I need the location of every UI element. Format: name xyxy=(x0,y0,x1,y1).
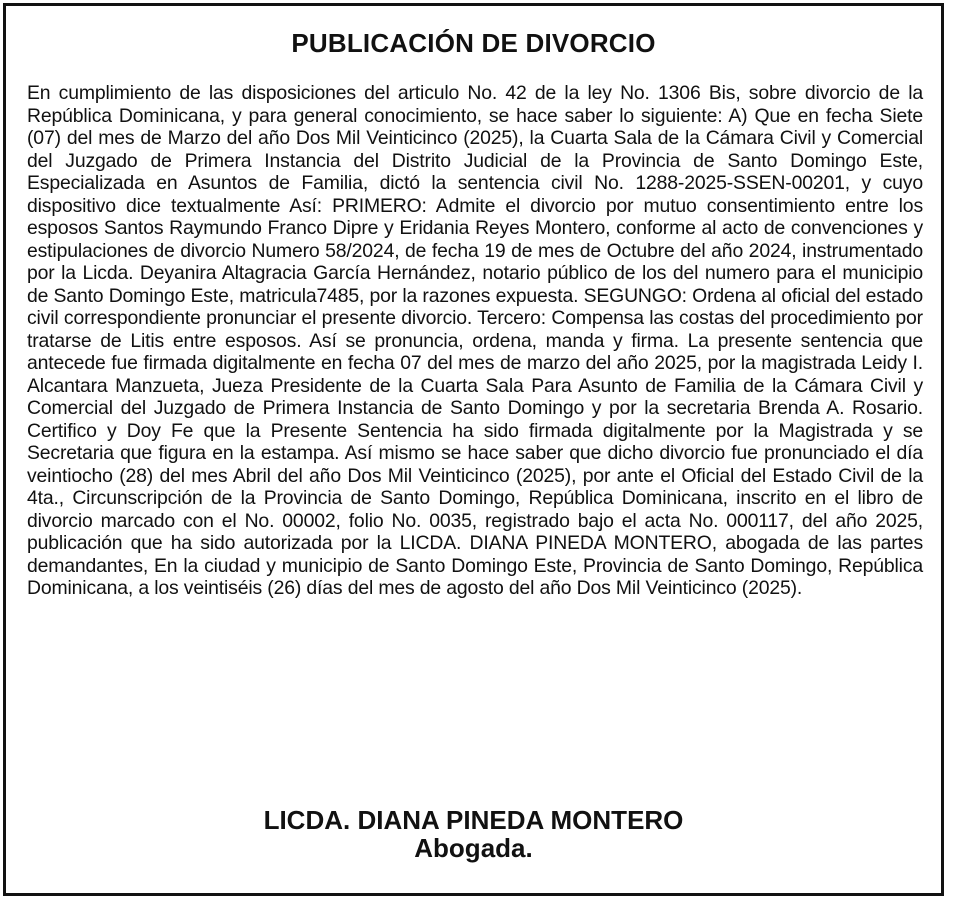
notice-body: En cumplimiento de las disposiciones del articulo No. 42 de la ley No. 1306 Bis, sobre divorcio de la República Dominicana, y para general conocimiento, se hace saber lo siguiente: A) Que en fecha Siete (07) del mes de Marzo del año Dos Mil Veinticinco (2025), la Cuarta Sala de la Cámara Civil y Comercial del Juzgado de Primera Instancia del Distrito Judicial de la Provincia de Santo Domingo Este, Especializada en Asuntos de Familia, dictó la sentencia civil No. 1288-2025-SSEN-00201, y cuyo dispositivo dice textualmente Así: PRIMERO: Admite el divorcio por mutuo consentimiento entre los esposos Santos Raymundo Franco Dipre y Eridania Reyes Montero, conforme al acto de convenciones y estipulaciones de divorcio Numero 58/2024, de fecha 19 de mes de Octubre del año 2024, instrumentado por la Licda. Deyanira Altagracia García Hernández, notario público de los del numero para el municipio de Santo Domingo Este, matricula7485, por la razones expuesta. SEGUNGO: Ordena al oficial del estado civil correspondiente pronunciar el presente divorcio. Tercero: Compensa las costas del procedimiento por tratarse de Litis entre esposos. Así se pronuncia, ordena, manda y firma. La presente sentencia que antecede fue firmada digitalmente en fecha 07 del mes de marzo del año 2025, por la magistrada Leidy I. Alcantara Manzueta, Jueza Presidente de la Cuarta Sala Para Asunto de Familia de la Cámara Civil y Comercial del Juzgado de Primera Instancia de Santo Domingo y por la secretaria Brenda A. Rosario. Certifico y Doy Fe que la Presente Sentencia ha sido firmada digitalmente por la Magistrada y se Secretaria que figura en la estampa. Así mismo se hace saber que dicho divorcio fue pronunciado el día veintiocho (28) del mes Abril del año Dos Mil Veinticinco (2025), por ante el Oficial del Estado Civil de la 4ta., Circunscripción de la Provincia de Santo Domingo, República Dominicana, inscrito en el libro de divorcio marcado con el No. 00002, folio No. 0035, registrado bajo el acta No. 000117, del año 2025, publicación que ha sido autorizada por la LICDA. DIANA PINEDA MONTERO, abogada de las partes demandantes, En la ciudad y municipio de Santo Domingo Este, Provincia de Santo Domingo, República Dominicana, a los veintiséis (26) días del mes de agosto del año Dos Mil Veinticinco (2025). xyxy=(27,82,923,599)
signatory-name: LICDA. DIANA PINEDA MONTERO xyxy=(263,805,684,835)
notice-title: PUBLICACIÓN DE DIVORCIO xyxy=(291,28,656,58)
signatory-role: Abogada. xyxy=(414,833,533,863)
signature-block xyxy=(6,806,941,862)
divorce-notice xyxy=(3,3,944,896)
